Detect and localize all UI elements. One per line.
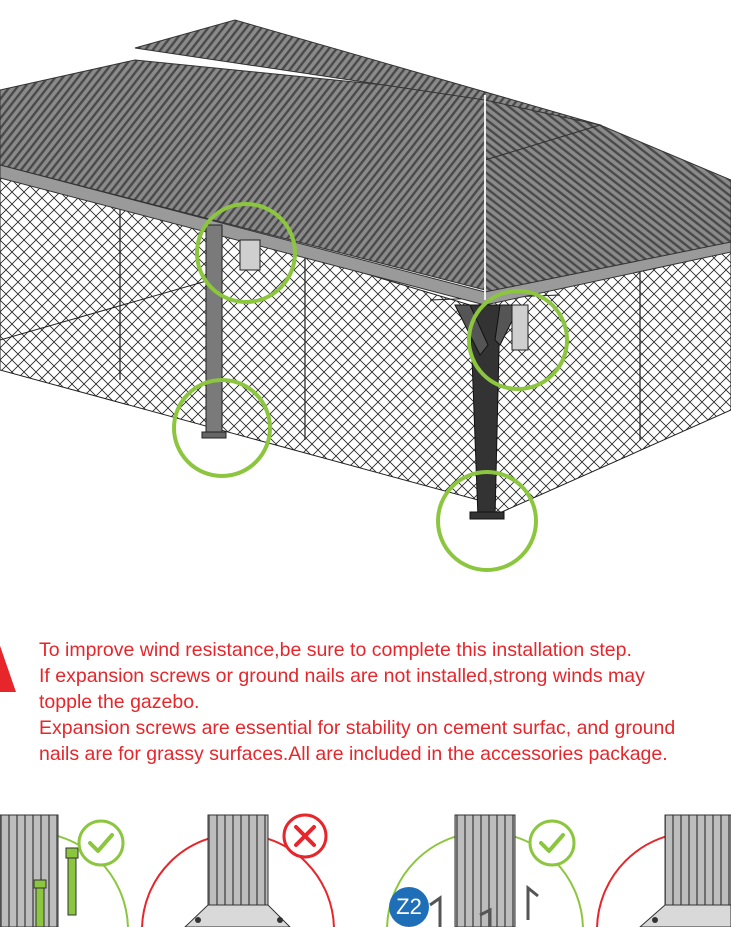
installation-detail-images <box>0 800 731 927</box>
check-mark-icon <box>79 821 123 865</box>
detail-expansion-screws-wrong <box>142 815 334 927</box>
warning-line-2: If expansion screws or ground nails are not installed,strong winds may <box>39 665 645 687</box>
detail-ground-nails-wrong <box>597 815 731 927</box>
warning-line-1: To improve wind resistance,be sure to complete this installation step. <box>39 639 632 661</box>
check-mark-icon <box>530 821 574 865</box>
part-badge-label: Z2 <box>396 894 422 919</box>
cross-mark-icon <box>284 815 326 857</box>
warning-line-3: topple the gazebo. <box>39 691 200 713</box>
detail-expansion-screws-correct <box>0 815 128 927</box>
warning-line-4: Expansion screws are essential for stability on cement surfac, and ground <box>39 717 676 739</box>
warning-line-5: nails are for grassy surfaces.All are included in the accessories package. <box>39 743 668 765</box>
